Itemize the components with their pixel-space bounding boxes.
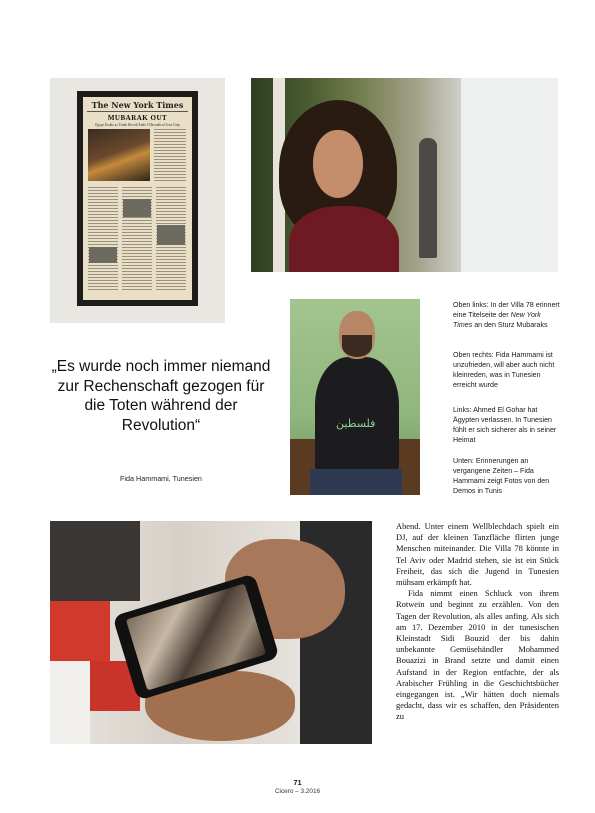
body-paragraph: Fida nimmt einen Schluck von ihrem Rotwein und beginnt zu erzählen. Von den Tagen der Revolution, als alles anfing. Als sich am 17. Dezember 2010 in der tunesischen Kleinstadt Sidi Bouzid der bis dahin unbekannte Gemüsehändler Mohammed Bouazizi in Brand setzte und damit einen Aufstand in der Region entfachte, der als Arabischer Frühling in die Geschichtsbücher eingegangen ist. „Wir hätten doch niemals gedacht, dass wir es schaffen, den Präsidenten zu: [396, 588, 559, 722]
background-person: [419, 138, 437, 258]
hoodie-print: فلسطين: [336, 417, 376, 430]
photo-man-portrait: [290, 299, 420, 495]
pull-quote-attribution: Fida Hammami, Tunesien: [120, 474, 202, 483]
caption-top-right: Oben rechts: Fida Hammami ist unzufrieden, will aber auch nicht kleinreden, was in Tunesien erreicht wurde: [453, 351, 555, 389]
newspaper-thumbnail: [89, 247, 117, 263]
newspaper-lead-photo: [88, 129, 150, 181]
newspaper-column: [154, 129, 186, 181]
caption-publication-name: New York Times: [453, 311, 541, 329]
photo-framed-newspaper: [50, 78, 225, 323]
caption-top-left: Oben links: In der Villa 78 erinnert eine Titelseite der New York Times an den Sturz Mubaraks: [453, 301, 560, 329]
newspaper-masthead: The New York Times: [91, 100, 184, 110]
article-body: [396, 521, 559, 723]
magazine-issue: Cicero – 3.2016: [274, 788, 321, 795]
body-paragraph: Abend. Unter einem Wellblechdach spielt ein DJ, auf der kleinen Tanzfläche flirten junge Menschen miteinander. Die Villa 78 könnte in Tel Aviv oder Madrid stehen, sie ist ein Stück Freiheit, das sich die Jugend in Tunesien mühsam erkämpft hat.: [396, 521, 559, 588]
page-number: 71: [293, 778, 302, 787]
newspaper-deck: Egypt Exults as Youth Revolt Ends 3 Decades of Iron Grip: [95, 123, 180, 127]
pull-quote: „Es wurde noch immer niemand zur Rechenschaft gezogen für die Toten während der Revolution“: [51, 358, 271, 434]
newspaper-front-page: [83, 97, 192, 300]
caption-bottom: Unten: Erinnerungen an vergangene Zeiten – Fida Hammami zeigt Fotos von den Demos in Tunis: [453, 457, 550, 495]
newspaper-thumbnail: [123, 199, 151, 217]
photo-woman-portrait: [251, 78, 558, 272]
picture-frame: [77, 91, 198, 306]
newspaper-column: [88, 187, 118, 292]
photo-phone-in-hands: [50, 521, 372, 744]
caption-left: Links: Ahmed El Gohar hat Ägypten verlassen. In Tunesien fühlt er sich sicherer als in seiner Heimat: [453, 406, 557, 444]
newspaper-thumbnail: [157, 225, 185, 245]
newspaper-headline: MUBARAK OUT: [107, 114, 168, 122]
